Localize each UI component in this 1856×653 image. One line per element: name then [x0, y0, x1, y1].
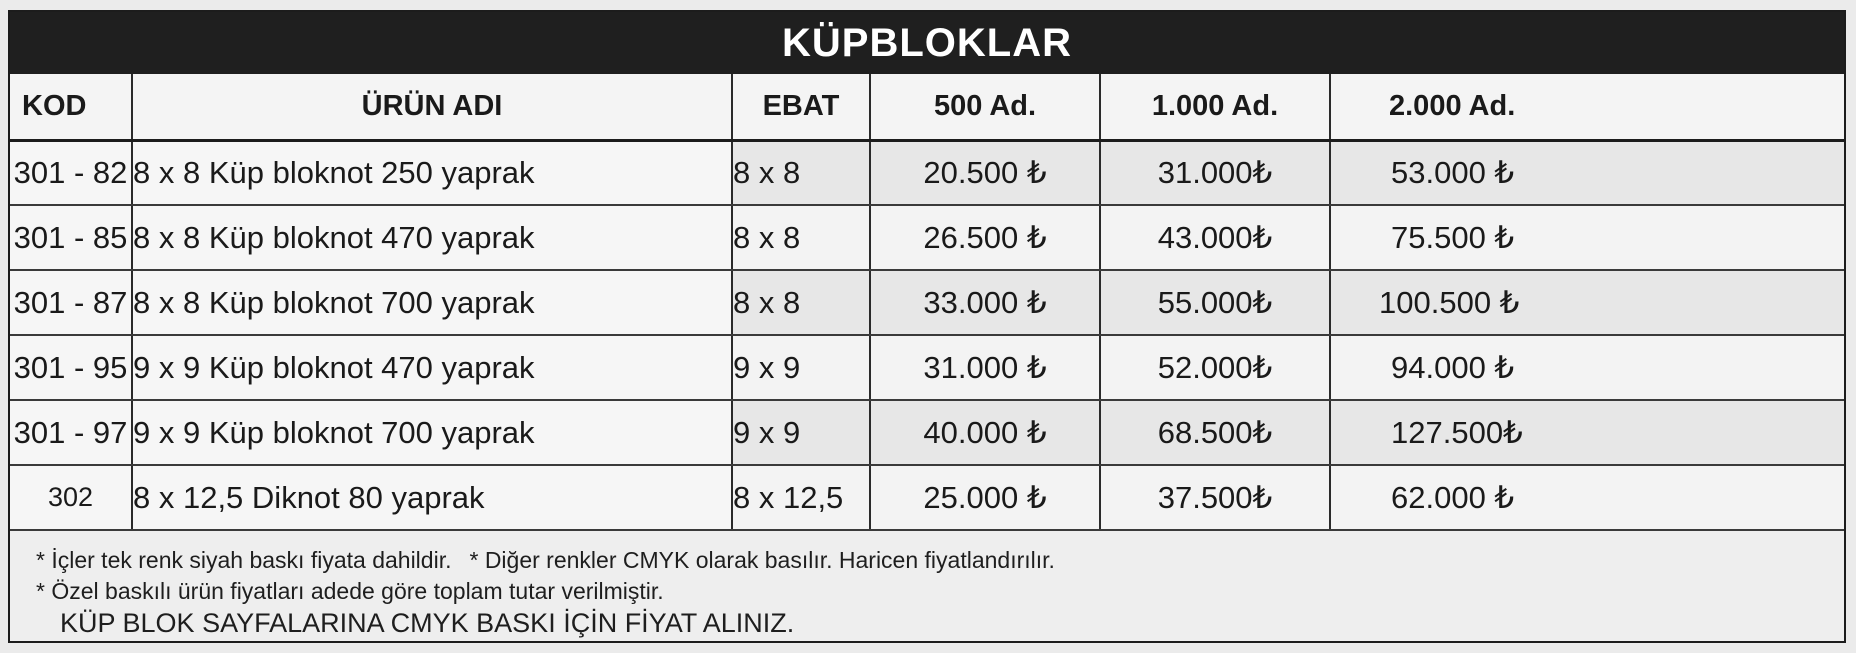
- page-title: KÜPBLOKLAR: [10, 12, 1844, 74]
- column-header-kod: KOD: [10, 74, 132, 140]
- cell-price-1000: 43.000₺: [1100, 205, 1330, 270]
- cell-kod: 301 - 87: [10, 270, 132, 335]
- column-header-ebat: EBAT: [732, 74, 870, 140]
- table-row: [10, 400, 1844, 465]
- table-row: [10, 465, 1844, 530]
- cell-size: 8 x 8: [732, 140, 870, 205]
- cell-kod: 301 - 95: [10, 335, 132, 400]
- cell-product-name: 8 x 12,5 Diknot 80 yaprak: [132, 465, 732, 530]
- cell-price-500: 26.500 ₺: [870, 205, 1100, 270]
- cell-price-500: 33.000 ₺: [870, 270, 1100, 335]
- cell-price-2000: 75.500 ₺: [1330, 205, 1844, 270]
- cell-price-2000: 62.000 ₺: [1330, 465, 1844, 530]
- cell-kod: 301 - 85: [10, 205, 132, 270]
- column-header-urun-adi: ÜRÜN ADI: [132, 74, 732, 140]
- cell-kod: 301 - 82: [10, 140, 132, 205]
- footnote-line-2: * Özel baskılı ürün fiyatları adede göre toplam tutar verilmiştir.: [36, 578, 664, 604]
- cell-kod: 301 - 97: [10, 400, 132, 465]
- table-header-row: [10, 74, 1844, 140]
- cell-price-2000: 94.000 ₺: [1330, 335, 1844, 400]
- cell-size: 9 x 9: [732, 400, 870, 465]
- cell-price-1000: 55.000₺: [1100, 270, 1330, 335]
- cell-price-500: 40.000 ₺: [870, 400, 1100, 465]
- price-list-panel: [8, 10, 1846, 643]
- footnote-other-colors: * Diğer renkler CMYK olarak basılır. Haricen fiyatlandırılır.: [469, 547, 1055, 573]
- cell-product-name: 8 x 8 Küp bloknot 700 yaprak: [132, 270, 732, 335]
- column-header-2000: 2.000 Ad.: [1330, 74, 1844, 140]
- cell-price-2000: 127.500₺: [1330, 400, 1844, 465]
- cell-price-1000: 52.000₺: [1100, 335, 1330, 400]
- cell-product-name: 8 x 8 Küp bloknot 470 yaprak: [132, 205, 732, 270]
- cell-price-500: 31.000 ₺: [870, 335, 1100, 400]
- cell-price-2000: 100.500 ₺: [1330, 270, 1844, 335]
- cell-price-1000: 37.500₺: [1100, 465, 1330, 530]
- cell-price-500: 20.500 ₺: [870, 140, 1100, 205]
- cell-size: 8 x 12,5: [732, 465, 870, 530]
- cell-product-name: 9 x 9 Küp bloknot 470 yaprak: [132, 335, 732, 400]
- cell-product-name: 9 x 9 Küp bloknot 700 yaprak: [132, 400, 732, 465]
- cell-price-1000: 31.000₺: [1100, 140, 1330, 205]
- price-table: [10, 74, 1844, 531]
- cell-kod: 302: [10, 465, 132, 530]
- cell-size: 8 x 8: [732, 270, 870, 335]
- table-row: [10, 205, 1844, 270]
- footnote-included-print: * İçler tek renk siyah baskı fiyata dahildir.: [36, 547, 452, 573]
- table-row: [10, 335, 1844, 400]
- table-row: [10, 270, 1844, 335]
- footnotes: [36, 545, 1824, 639]
- footnote-cmyk-notice: KÜP BLOK SAYFALARINA CMYK BASKI İÇİN FİYAT ALINIZ.: [60, 608, 795, 638]
- column-header-500: 500 Ad.: [870, 74, 1100, 140]
- cell-size: 8 x 8: [732, 205, 870, 270]
- cell-price-500: 25.000 ₺: [870, 465, 1100, 530]
- cell-price-1000: 68.500₺: [1100, 400, 1330, 465]
- column-header-1000: 1.000 Ad.: [1100, 74, 1330, 140]
- table-row: [10, 140, 1844, 205]
- footnote-line-1: [36, 545, 1824, 576]
- cell-size: 9 x 9: [732, 335, 870, 400]
- cell-product-name: 8 x 8 Küp bloknot 250 yaprak: [132, 140, 732, 205]
- cell-price-2000: 53.000 ₺: [1330, 140, 1844, 205]
